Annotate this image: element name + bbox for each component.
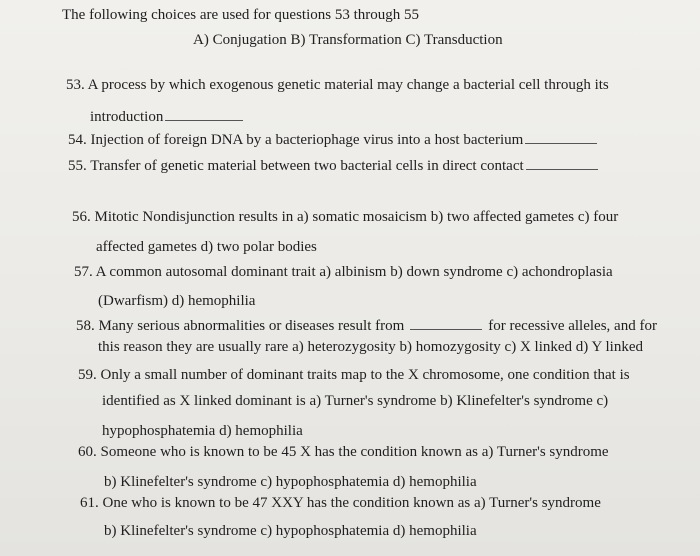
question-59-line2: identified as X linked dominant is a) Turner's syndrome b) Klinefelter's syndrome c) [102,393,609,409]
choices-intro: The following choices are used for questions 53 through 55 [62,7,420,23]
question-58-line1 [76,317,657,335]
question-54-text: 54. Injection of foreign DNA by a bacteriophage virus into a host bacterium [68,132,524,148]
question-57-line1: 57. A common autosomal dominant trait a) albinism b) down syndrome c) achondroplasia [74,264,613,280]
question-53-line1: 53. A process by which exogenous genetic material may change a bacterial cell through its [66,77,609,93]
question-61-line1: 61. One who is known to be 47 XXY has the condition known as a) Turner's syndrome [80,495,601,511]
question-55-text: 55. Transfer of genetic material between two bacterial cells in direct contact [68,158,524,174]
question-53-text: introduction [90,109,164,125]
question-58-text-b: for recessive alleles, and for [488,318,657,334]
question-57-line2: (Dwarfism) d) hemophilia [98,293,256,309]
answer-blank-53 [165,108,243,121]
question-55 [68,157,598,175]
question-59-line1: 59. Only a small number of dominant traits map to the X chromosome, one condition that is [78,367,630,383]
question-60-line1: 60. Someone who is known to be 45 X has the condition known as a) Turner's syndrome [78,444,609,460]
answer-blank-54 [525,131,597,144]
answer-blank-58 [410,317,482,330]
question-56-line1: 56. Mitotic Nondisjunction results in a) somatic mosaicism b) two affected gametes c) four [72,209,619,225]
choices-list: A) Conjugation B) Transformation C) Transduction [193,32,503,48]
question-60-line2: b) Klinefelter's syndrome c) hypophosphatemia d) hemophilia [104,474,477,490]
question-61-line2: b) Klinefelter's syndrome c) hypophosphatemia d) hemophilia [104,523,477,539]
question-59-line3: hypophosphatemia d) hemophilia [102,423,303,439]
question-56-line2: affected gametes d) two polar bodies [96,239,317,255]
question-58-line2: this reason they are usually rare a) heterozygosity b) homozygosity c) X linked d) Y linked [98,339,643,355]
question-54 [68,131,597,149]
question-53-line2 [90,108,243,126]
answer-blank-55 [526,157,598,170]
question-58-text-a: 58. Many serious abnormalities or diseases result from [76,318,405,334]
